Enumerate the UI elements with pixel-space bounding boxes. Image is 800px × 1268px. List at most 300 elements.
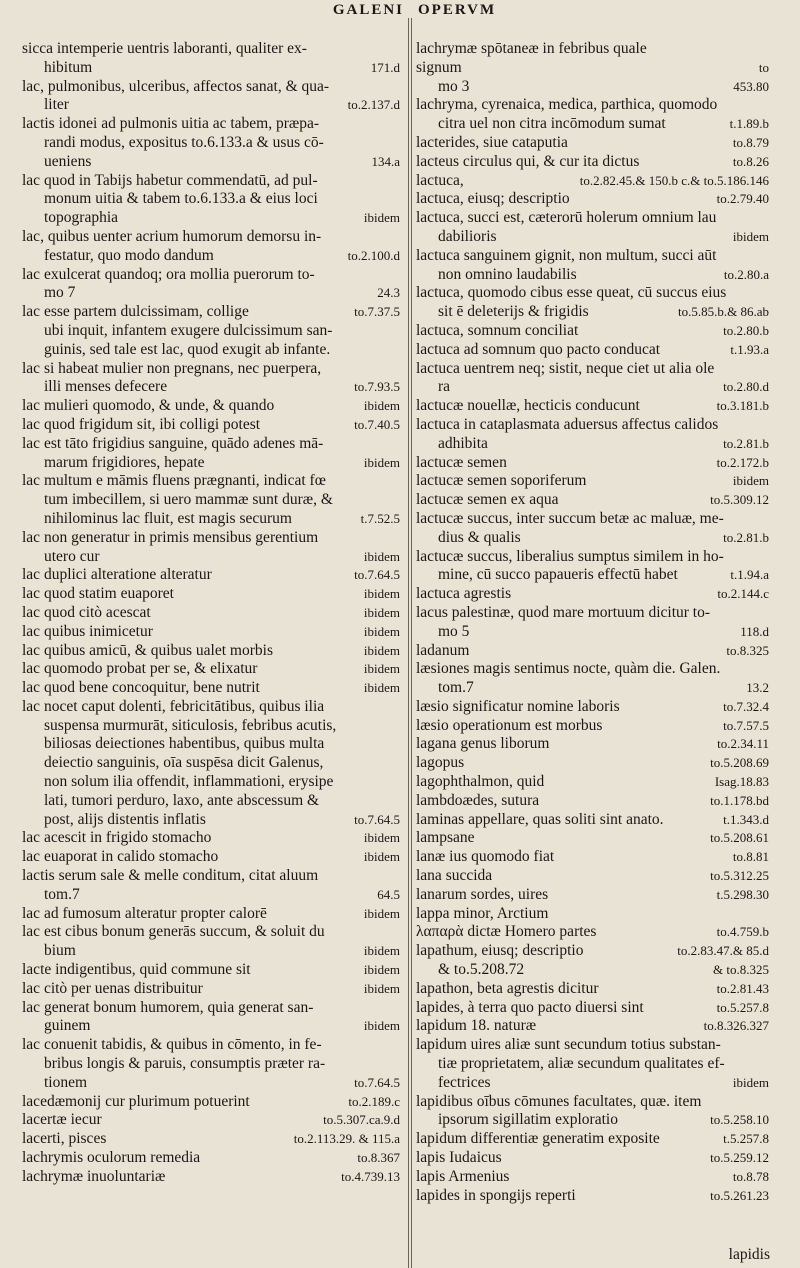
entry-text: lactucæ semen [416, 453, 507, 471]
index-entry [416, 1017, 769, 1036]
entry-reference: ibidem [363, 586, 400, 602]
entry-text: læsio significatur nomine laboris [416, 697, 620, 715]
index-entry [416, 115, 769, 134]
entry-text: citra uel non citra incōmodum sumat [438, 115, 666, 133]
entry-reference: 171.d [370, 59, 400, 75]
index-entry [22, 510, 400, 529]
index-entry [22, 209, 400, 228]
entry-text: lactuca, succi est, cæterorū holerum omnium lau [416, 209, 717, 227]
index-entry [22, 623, 400, 642]
entry-text: lac quod statim euaporet [22, 585, 174, 603]
entry-reference: ibidem [363, 642, 400, 658]
index-entry [22, 472, 400, 491]
index-entry [22, 1168, 400, 1187]
entry-reference: to.8.78 [732, 1168, 769, 1184]
index-entry [22, 735, 400, 754]
running-head-left: GALENI [332, 2, 404, 18]
index-entry [416, 172, 769, 191]
index-entry [416, 266, 769, 285]
entry-reference: ibidem [363, 548, 400, 564]
index-entry [416, 78, 769, 97]
entry-reference: to.2.80.a [723, 266, 769, 282]
entry-text: lactuca agrestis [416, 585, 512, 603]
entry-text: lac quibus amicū, & quibus ualet morbis [22, 641, 273, 659]
index-entry [22, 435, 400, 454]
index-entry [416, 153, 769, 172]
entry-text: lachrymis oculorum remedia [22, 1149, 201, 1167]
entry-reference: t.7.52.5 [360, 510, 400, 526]
index-entry [22, 923, 400, 942]
index-entry [416, 698, 769, 717]
index-entry [22, 1036, 400, 1055]
entry-reference: to.8.79 [732, 134, 769, 150]
entry-text: lac exulcerat quandoq; ora mollia puerorum to- [22, 265, 315, 283]
entry-text: lactuca, [416, 171, 464, 189]
index-entry [416, 848, 769, 867]
entry-text: lacte indigentibus, quid commune sit [22, 961, 251, 979]
index-entry [416, 867, 769, 886]
entry-text: lapidibus oībus cōmunes facultates, quæ. item [416, 1092, 702, 1110]
entry-text: lac est tāto frigidius sanguine, quādo adenes mā- [22, 434, 324, 452]
entry-reference: ibidem [363, 849, 400, 865]
entry-reference: to.8.325 [726, 642, 769, 658]
index-entry [416, 472, 769, 491]
entry-text: mo 3 [438, 77, 470, 95]
entry-reference: ibidem [732, 473, 769, 489]
index-entry [416, 566, 769, 585]
index-entry [22, 190, 400, 209]
index-entry [416, 604, 769, 623]
index-entry [416, 792, 769, 811]
entry-reference: ibidem [363, 830, 400, 846]
entry-text: marum frigidiores, hepate [44, 453, 205, 471]
index-entry [416, 961, 769, 980]
entry-reference: to.5.259.12 [710, 1150, 769, 1166]
entry-text: lacus palestinæ, quod mare mortuum dicitur to- [416, 603, 711, 621]
entry-reference: ibidem [732, 228, 769, 244]
entry-text: ladanum [416, 641, 470, 659]
entry-reference: ibidem [363, 943, 400, 959]
entry-reference: ibidem [363, 604, 400, 620]
index-entry [22, 886, 400, 905]
entry-text: bium [44, 942, 76, 960]
index-entry [416, 247, 769, 266]
entry-text: lactuca, somnum conciliat [416, 321, 579, 339]
entry-text: lagana genus liborum [416, 735, 550, 753]
entry-text: dabilioris [438, 227, 497, 245]
index-entry [416, 397, 769, 416]
index-entry [22, 548, 400, 567]
entry-reference: to.2.81.b [723, 529, 769, 545]
index-entry [416, 754, 769, 773]
index-entry [22, 604, 400, 623]
entry-text: lactuca, quomodo cibus esse queat, cū succus eius [416, 284, 727, 302]
entry-reference: to.5.258.10 [710, 1112, 769, 1128]
entry-reference: to.2.83.47.& 85.d [677, 943, 769, 959]
entry-text: lapathon, beta agrestis dicitur [416, 979, 599, 997]
entry-text: utero cur [44, 547, 100, 565]
entry-text: lapidum uires aliæ sunt secundum totius substan- [416, 1036, 721, 1054]
index-entry [22, 172, 400, 191]
entry-text: lappa minor, Arctium [416, 904, 549, 922]
index-entry [416, 341, 769, 360]
entry-text: lac multum e māmis fluens prægnanti, indicat fœ [22, 472, 326, 490]
entry-text: lacterides, siue cataputia [416, 133, 568, 151]
entry-text: lac quibus inimicetur [22, 622, 153, 640]
entry-text: ipsorum sigillatim exploratio [438, 1111, 618, 1129]
entry-text: lanarum sordes, uires [416, 885, 549, 903]
entry-reference: t.1.94.a [730, 567, 769, 583]
entry-reference: to.2.144.c [717, 586, 769, 602]
entry-reference: to.5.85.b.& 86.ab [678, 304, 769, 320]
index-entry [22, 848, 400, 867]
entry-text: suspensa murmurāt, siticulosis, febribus acutis, [44, 716, 337, 734]
entry-reference: to.7.93.5 [354, 379, 400, 395]
index-entry [416, 1074, 769, 1093]
entry-reference: to.2.80.d [723, 379, 769, 395]
index-entry [416, 40, 769, 78]
entry-text: lac acescit in frigido stomacho [22, 829, 212, 847]
index-entry [416, 1130, 769, 1149]
entry-text: tom.7 [438, 679, 474, 697]
index-entry [22, 40, 400, 59]
entry-text: lactuca uentrem neq; sistit, neque ciet ut alia ole [416, 359, 715, 377]
entry-text: tiæ proprietatem, aliæ secundum qualitates ef- [438, 1055, 725, 1073]
entry-reference: to.4.759.b [716, 924, 769, 940]
index-entry [416, 642, 769, 661]
entry-reference: to.2.81.43 [716, 980, 769, 996]
entry-text: mine, cū succo papaueris effectū habet [438, 566, 678, 584]
index-entry [416, 96, 769, 115]
entry-text: lapathum, eiusq; descriptio [416, 942, 584, 960]
index-entry [22, 454, 400, 473]
entry-reference: Isag.18.83 [714, 774, 769, 790]
entry-reference: to.5.261.23 [710, 1187, 769, 1203]
index-entry [22, 1074, 400, 1093]
index-entry [416, 134, 769, 153]
index-entry [416, 529, 769, 548]
entry-reference: 24.3 [377, 285, 400, 301]
index-entry [22, 905, 400, 924]
entry-reference: ibidem [363, 398, 400, 414]
entry-reference: to.2.172.b [716, 454, 769, 470]
index-entry [22, 1017, 400, 1036]
entry-reference: to.7.64.5 [354, 1074, 400, 1090]
entry-text: bribus longis & paruis, consumptis præter ra- [44, 1055, 326, 1073]
entry-text: deiectio sanguinis, oīa suspēsa dicit Galenus, [44, 754, 324, 772]
entry-reference: to.2.80.b [723, 322, 769, 338]
entry-text: lanæ ius quomodo fiat [416, 848, 555, 866]
entry-reference: t.5.257.8 [723, 1131, 769, 1147]
entry-reference: to.7.40.5 [354, 416, 400, 432]
index-entry [416, 1149, 769, 1168]
entry-text: lac non generatur in primis mensibus gerentium [22, 528, 319, 546]
entry-reference: to.8.326.327 [703, 1018, 769, 1034]
entry-reference: ibidem [363, 623, 400, 639]
index-entry [22, 1055, 400, 1074]
entry-reference: ibidem [732, 1074, 769, 1090]
entry-text: lacteus circulus qui, & cur ita dictus [416, 152, 640, 170]
entry-reference: ibidem [363, 454, 400, 470]
index-entry [416, 322, 769, 341]
entry-text: λαπαρὰ dictæ Homero partes [416, 923, 597, 941]
entry-reference: to.5.309.12 [710, 492, 769, 508]
index-entry [22, 811, 400, 830]
running-head-right: OPERVM [418, 2, 497, 18]
index-entry [416, 717, 769, 736]
entry-reference: to.2.81.b [723, 435, 769, 451]
index-entry [416, 416, 769, 435]
index-entry [416, 886, 769, 905]
entry-text: lactis serum sale & melle conditum, citat aluum [22, 867, 319, 885]
index-entry [22, 397, 400, 416]
entry-text: mo 7 [44, 284, 76, 302]
entry-reference: t.1.93.a [730, 341, 769, 357]
entry-text: lactucæ succus, inter succum betæ ac maluæ, me- [416, 509, 724, 527]
entry-reference: to.8.81 [732, 849, 769, 865]
entry-text: lactuca ad somnum quo pacto conducat [416, 340, 661, 358]
entry-reference: to.7.64.5 [354, 567, 400, 583]
entry-reference: to.5.312.25 [710, 868, 769, 884]
index-entry [22, 585, 400, 604]
entry-text: lapides, à terra quo pacto diuersi sint [416, 998, 644, 1016]
entry-reference: to.1.178.bd [710, 792, 769, 808]
index-entry [22, 529, 400, 548]
entry-text: guinem [44, 1017, 91, 1035]
entry-text: lactuca, eiusq; descriptio [416, 190, 570, 208]
index-entry [416, 228, 769, 247]
index-entry [416, 190, 769, 209]
index-entry [416, 491, 769, 510]
index-entry [22, 792, 400, 811]
entry-text: lac nocet caput dolenti, febricitātibus, quibus ilia [22, 697, 325, 715]
index-entry [22, 867, 400, 886]
entry-reference: to.7.32.4 [723, 698, 769, 714]
entry-text: lac esse partem dulcissimam, collige [22, 303, 249, 321]
entry-reference: to.2.79.40 [716, 191, 769, 207]
index-entry [22, 1130, 400, 1149]
entry-reference: to.8.26 [732, 153, 769, 169]
index-entry [22, 378, 400, 397]
entry-text: lati, tumori perduro, laxo, ante abscessum & [44, 791, 320, 809]
entry-reference: 118.d [740, 623, 769, 639]
entry-text: lac generat bonum humorem, quia generat san- [22, 998, 314, 1016]
entry-text: lambdoædes, sutura [416, 791, 540, 809]
entry-text: guinis, sed tale est lac, quod exugit ab infante. [44, 340, 331, 358]
entry-text: lapis Iudaicus [416, 1149, 502, 1167]
entry-text: hibitum [44, 58, 93, 76]
entry-text: lac quomodo probat per se, & elixatur [22, 660, 258, 678]
index-entry [416, 284, 769, 303]
entry-text: lagopus [416, 754, 465, 772]
index-entry [22, 59, 400, 78]
entry-reference: to.2.189.c [348, 1093, 400, 1109]
entry-text: randi modus, expositus to.6.133.a & usus cō- [44, 133, 324, 151]
entry-text: lac quod citò acescat [22, 603, 151, 621]
index-entry [22, 228, 400, 247]
column-rule [411, 18, 412, 1268]
entry-reference: to.5.257.8 [716, 999, 769, 1015]
entry-text: & to.5.208.72 [438, 961, 525, 979]
entry-reference: 134.a [371, 153, 400, 169]
index-entry [416, 1036, 769, 1055]
entry-reference: 64.5 [377, 886, 400, 902]
index-entry [22, 115, 400, 134]
entry-text: læsiones magis sentimus nocte, quàm die. Galen. [416, 660, 721, 678]
entry-text: monum uitia & tabem to.6.133.a & eius loci [44, 190, 318, 208]
entry-text: lactis idonei ad pulmonis uitia ac tabem, præpa- [22, 115, 320, 133]
entry-reference: to.3.181.b [716, 398, 769, 414]
entry-text: lac, pulmonibus, ulceribus, affectos sanat, & qua- [22, 77, 330, 95]
index-entry [416, 999, 769, 1018]
index-entry [22, 1093, 400, 1112]
entry-text: tom.7 [44, 885, 80, 903]
index-entry [22, 153, 400, 172]
entry-text: tionem [44, 1073, 88, 1091]
index-entry [22, 416, 400, 435]
entry-text: topographia [44, 209, 119, 227]
index-entry [22, 942, 400, 961]
entry-text: lactuca sanguinem gignit, non multum, succi aūt [416, 246, 717, 264]
entry-reference: ibidem [363, 905, 400, 921]
index-entry [22, 961, 400, 980]
index-entry [22, 341, 400, 360]
entry-text: lac citò per uenas distribuitur [22, 979, 203, 997]
index-entry [22, 999, 400, 1018]
index-column-left [22, 40, 400, 1187]
entry-text: lac quod frigidum sit, ibi colligi potest [22, 415, 261, 433]
catchword: lapidis [728, 1246, 770, 1263]
entry-reference: t.5.298.30 [716, 886, 769, 902]
column-rule [408, 18, 409, 1268]
index-entry [22, 829, 400, 848]
entry-reference: 453.80 [733, 78, 769, 94]
entry-text: lac si habeat mulier non pregnans, nec puerpera, [22, 359, 322, 377]
entry-text: lachrymæ spōtaneæ in febribus quale signum [416, 40, 647, 76]
entry-reference: & to.8.325 [713, 962, 769, 978]
index-entry [416, 1111, 769, 1130]
entry-reference: t.1.89.b [729, 116, 769, 132]
index-entry [22, 642, 400, 661]
index-entry [416, 829, 769, 848]
entry-text: sicca intemperie uentris laboranti, qualiter ex- [22, 40, 307, 57]
entry-reference: to.2.34.11 [717, 736, 769, 752]
entry-reference: to.5.208.69 [710, 755, 769, 771]
entry-text: lapis Armenius [416, 1167, 510, 1185]
index-entry [22, 773, 400, 792]
entry-text: ubi inquit, infantem exugere dulcissimum san- [44, 321, 333, 339]
index-entry [22, 566, 400, 585]
entry-reference: ibidem [363, 962, 400, 978]
index-entry [22, 266, 400, 285]
entry-text: lacerti, pisces [22, 1130, 107, 1148]
entry-reference: to.2.137.d [347, 97, 400, 113]
entry-text: lac duplici alteratione alteratur [22, 566, 212, 584]
entry-text: ueniens [44, 152, 92, 170]
entry-text: lapides in spongijs reperti [416, 1186, 576, 1204]
index-entry [416, 980, 769, 999]
entry-text: lana succida [416, 867, 493, 885]
index-entry [22, 360, 400, 379]
index-entry [416, 773, 769, 792]
entry-reference: to.5.307.ca.9.d [323, 1112, 400, 1128]
index-entry [416, 454, 769, 473]
index-entry [22, 660, 400, 679]
entry-text: laminas appellare, quas soliti sint anato. [416, 810, 664, 828]
index-entry [22, 698, 400, 717]
index-column-right [416, 40, 769, 1205]
entry-text: adhibita [438, 434, 488, 452]
index-entry [416, 1055, 769, 1074]
entry-reference: to.2.113.29. & 115.a [293, 1131, 400, 1147]
entry-text: lac quod in Tabijs habetur commendatū, ad pul- [22, 171, 318, 189]
entry-text: lagophthalmon, quid [416, 773, 545, 791]
entry-text: lapidum differentiæ generatim exposite [416, 1130, 660, 1148]
entry-text: lactucæ nouellæ, hecticis conducunt [416, 397, 640, 415]
entry-text: nihilominus lac fluit, est magis securum [44, 509, 292, 527]
entry-reference: to.2.100.d [347, 247, 400, 263]
entry-text: lapidum 18. naturæ [416, 1017, 537, 1035]
index-entry [416, 623, 769, 642]
entry-text: lachryma, cyrenaica, medica, parthica, quomodo [416, 96, 718, 114]
entry-text: lac ad fumosum alteratur propter calorē [22, 904, 267, 922]
index-entry [22, 284, 400, 303]
entry-reference: ibidem [363, 680, 400, 696]
entry-text: lacertæ iecur [22, 1111, 102, 1129]
entry-text: lacedæmonij cur plurimum potuerint [22, 1092, 250, 1110]
entry-text: dius & qualis [438, 528, 521, 546]
entry-text: lactucæ semen ex aqua [416, 491, 559, 509]
index-entry [416, 1187, 769, 1206]
index-entry [22, 322, 400, 341]
index-entry [416, 811, 769, 830]
entry-reference: to.8.367 [357, 1150, 400, 1166]
entry-text: lac conuenit tabidis, & quibus in cōmento, in fe- [22, 1036, 322, 1054]
index-entry [416, 679, 769, 698]
entry-text: lac euaporat in calido stomacho [22, 848, 219, 866]
entry-text: non omnino laudabilis [438, 265, 577, 283]
index-entry [416, 1168, 769, 1187]
index-entry [416, 378, 769, 397]
index-entry [22, 134, 400, 153]
entry-text: liter [44, 96, 69, 114]
entry-text: post, alijs distentis inflatis [44, 810, 206, 828]
entry-text: sit ē deleterijs & frigidis [438, 303, 589, 321]
entry-reference: to [758, 59, 769, 75]
entry-reference: ibidem [363, 980, 400, 996]
entry-text: lac quod bene concoquitur, bene nutrit [22, 679, 260, 697]
index-entry [416, 942, 769, 961]
index-entry [416, 360, 769, 379]
index-entry [416, 510, 769, 529]
index-entry [22, 980, 400, 999]
index-entry [416, 735, 769, 754]
index-entry [416, 585, 769, 604]
entry-reference: ibidem [363, 210, 400, 226]
entry-text: non solum ilia offendit, inflammationi, erysipe [44, 773, 334, 791]
entry-text: tum imbecillem, si uero mammæ sunt duræ, & [44, 491, 333, 509]
entry-reference: 13.2 [746, 680, 769, 696]
entry-reference: to.7.64.5 [354, 811, 400, 827]
entry-text: læsio operationum est morbus [416, 716, 603, 734]
index-entry [22, 717, 400, 736]
index-entry [22, 1111, 400, 1130]
index-entry [416, 548, 769, 567]
entry-text: lampsane [416, 829, 475, 847]
entry-reference: to.7.37.5 [354, 304, 400, 320]
index-entry [22, 247, 400, 266]
entry-reference: to.5.208.61 [710, 830, 769, 846]
